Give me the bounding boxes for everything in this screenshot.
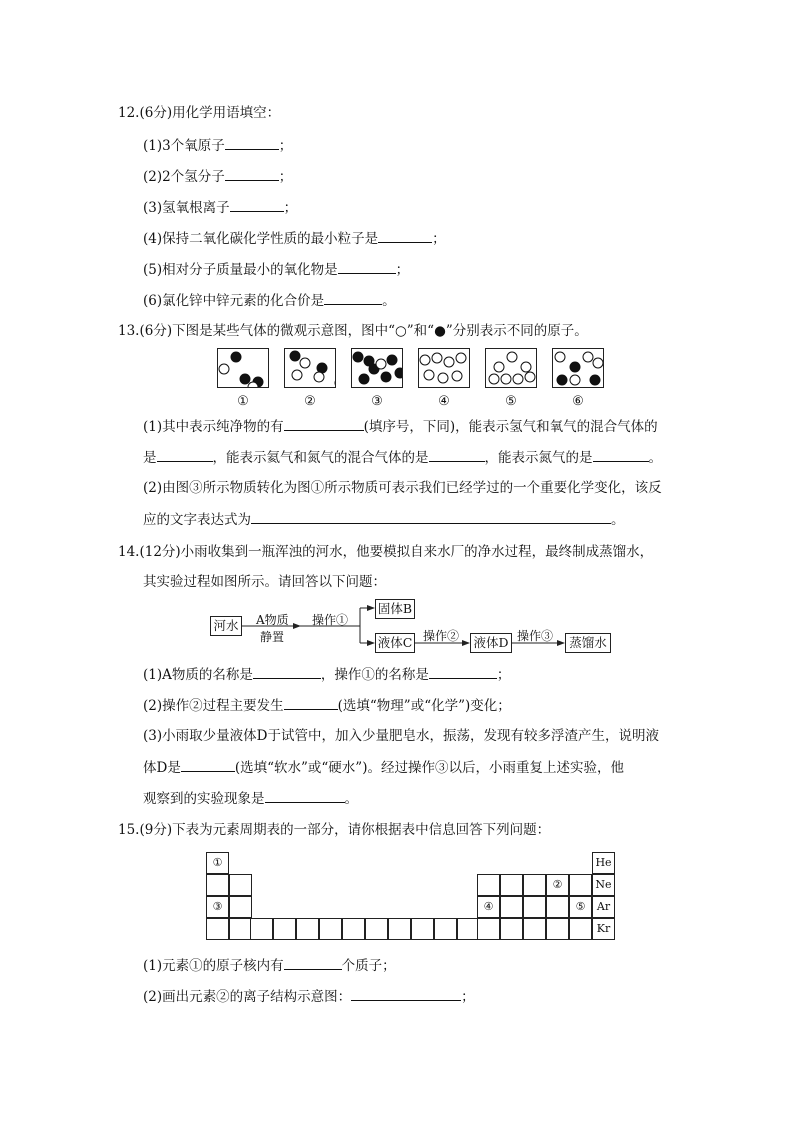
q12-item-1: (1)3个氧原子 ； [143,138,293,154]
pt-cell [206,874,229,896]
pt-cell [500,874,523,896]
pt-cell-ne: Ne [592,874,615,896]
q14-part1: (1)A物质的名称是 ，操作①的名称是 ； [143,667,511,683]
pt-cell [229,918,252,940]
pt-cell [500,896,523,918]
answer-blank[interactable] [284,696,338,710]
flow-liquid-c: 液体C [375,633,415,653]
q12-title: 12.(6分)用化学用语填空： [118,105,281,121]
q12-item-6: (6)氯化锌中锌元素的化合价是 。 [143,293,396,309]
pt-cell [523,918,546,940]
q13-part1-line2: 是 ，能表示氦气和氮气的混合气体的是 ，能表示氮气的是 。 [143,450,662,466]
pt-cell [434,918,457,940]
answer-blank[interactable] [351,987,461,1001]
pt-cell [319,918,342,940]
pt-cell [296,918,319,940]
molecule-label-6: ⑥ [572,394,584,409]
molecule-label-4: ④ [438,394,450,409]
pt-cell [365,918,388,940]
q14-part2: (2)操作②过程主要发生 (选填“物理”或“化学”)变化； [143,698,511,714]
pt-cell-kr: Kr [592,918,615,940]
q13-title: 13.(6分)下图是某些气体的微观示意图，图中“○”和“●”分别表示不同的原子。 [118,323,588,339]
pt-cell [546,918,569,940]
pt-cell [229,896,252,918]
flow-label-op1: 操作① [312,613,349,627]
q14-part3-line2: 体D是 (选填“软水”或“硬水”)。经过操作③以后，小雨重复上述实验，他 [143,760,624,776]
q14-part3-line1: (3)小雨取少量液体D于试管中，加入少量肥皂水，振荡，发现有较多浮渣产生，说明液 [143,728,659,744]
q13-part2-line2: 应的文字表达式为 。 [143,512,625,528]
pt-cell-element-2: ② [546,874,569,896]
q12-item-5: (5)相对分子质量最小的氧化物是 ； [143,262,410,278]
q12-item-2: (2)2个氢分子 ； [143,169,293,185]
pt-cell [342,918,365,940]
q15-part1: (1)元素①的原子核内有 个质子； [143,958,396,974]
q12-item-3: (3)氢氧根离子 ； [143,200,298,216]
pt-cell [206,918,229,940]
pt-cell [411,918,434,940]
flow-distilled-water: 蒸馏水 [565,633,611,653]
pt-cell-element-3: ③ [206,896,229,918]
flow-label-a-substance: A物质 [256,613,289,627]
pt-cell [500,918,523,940]
flow-label-op3: 操作③ [517,629,554,643]
pt-cell [546,896,569,918]
pt-cell [477,918,500,940]
q14-part3-line3: 观察到的实验现象是 。 [143,791,358,807]
answer-blank[interactable] [284,956,342,970]
pt-cell [569,918,592,940]
q15-title: 15.(9分)下表为元素周期表的一部分，请你根据表中信息回答下列问题： [118,822,551,838]
pt-cell [388,918,411,940]
molecule-label-1: ① [237,394,249,409]
pt-cell [477,874,500,896]
flow-liquid-d: 液体D [470,633,512,653]
pt-cell [229,874,252,896]
flow-label-settle: 静置 [260,630,285,644]
q15-part2: (2)画出元素②的离子结构示意图： ； [143,989,475,1005]
answer-blank[interactable] [181,758,235,772]
q14-title: 14.(12分)小雨收集到一瓶浑浊的河水，他要模拟自来水厂的净水过程，最终制成蒸馏水， [118,544,654,560]
q14-title-2: 其实验过程如图所示。请回答以下问题： [143,574,386,590]
answer-blank[interactable] [253,665,321,679]
pt-cell-ar: Ar [592,896,615,918]
molecule-label-5: ⑤ [505,394,517,409]
flow-river-water: 河水 [210,616,242,636]
pt-cell [523,896,546,918]
q13-part2-line1: (2)由图③所示物质转化为图①所示物质可表示我们已经学过的一个重要化学变化，该反 [143,480,662,496]
answer-blank[interactable] [429,665,497,679]
molecule-label-2: ② [304,394,316,409]
pt-cell-element-5: ⑤ [569,896,592,918]
pt-cell [273,918,296,940]
flow-solid-b: 固体B [375,599,415,619]
pt-cell-element-1: ① [206,852,229,874]
q13-part1-line1: (1)其中表示纯净物的有 (填序号，下同)，能表示氢气和氧气的混合气体的 [143,419,658,435]
pt-cell [250,918,273,940]
flow-label-op2: 操作② [423,629,460,643]
pt-cell [523,874,546,896]
molecule-label-3: ③ [371,394,383,409]
answer-blank[interactable] [265,789,345,803]
q12-item-4: (4)保持二氧化碳化学性质的最小粒子是 ； [143,231,446,247]
pt-cell-he: He [592,852,615,874]
pt-cell-element-4: ④ [477,896,500,918]
pt-cell [569,874,592,896]
